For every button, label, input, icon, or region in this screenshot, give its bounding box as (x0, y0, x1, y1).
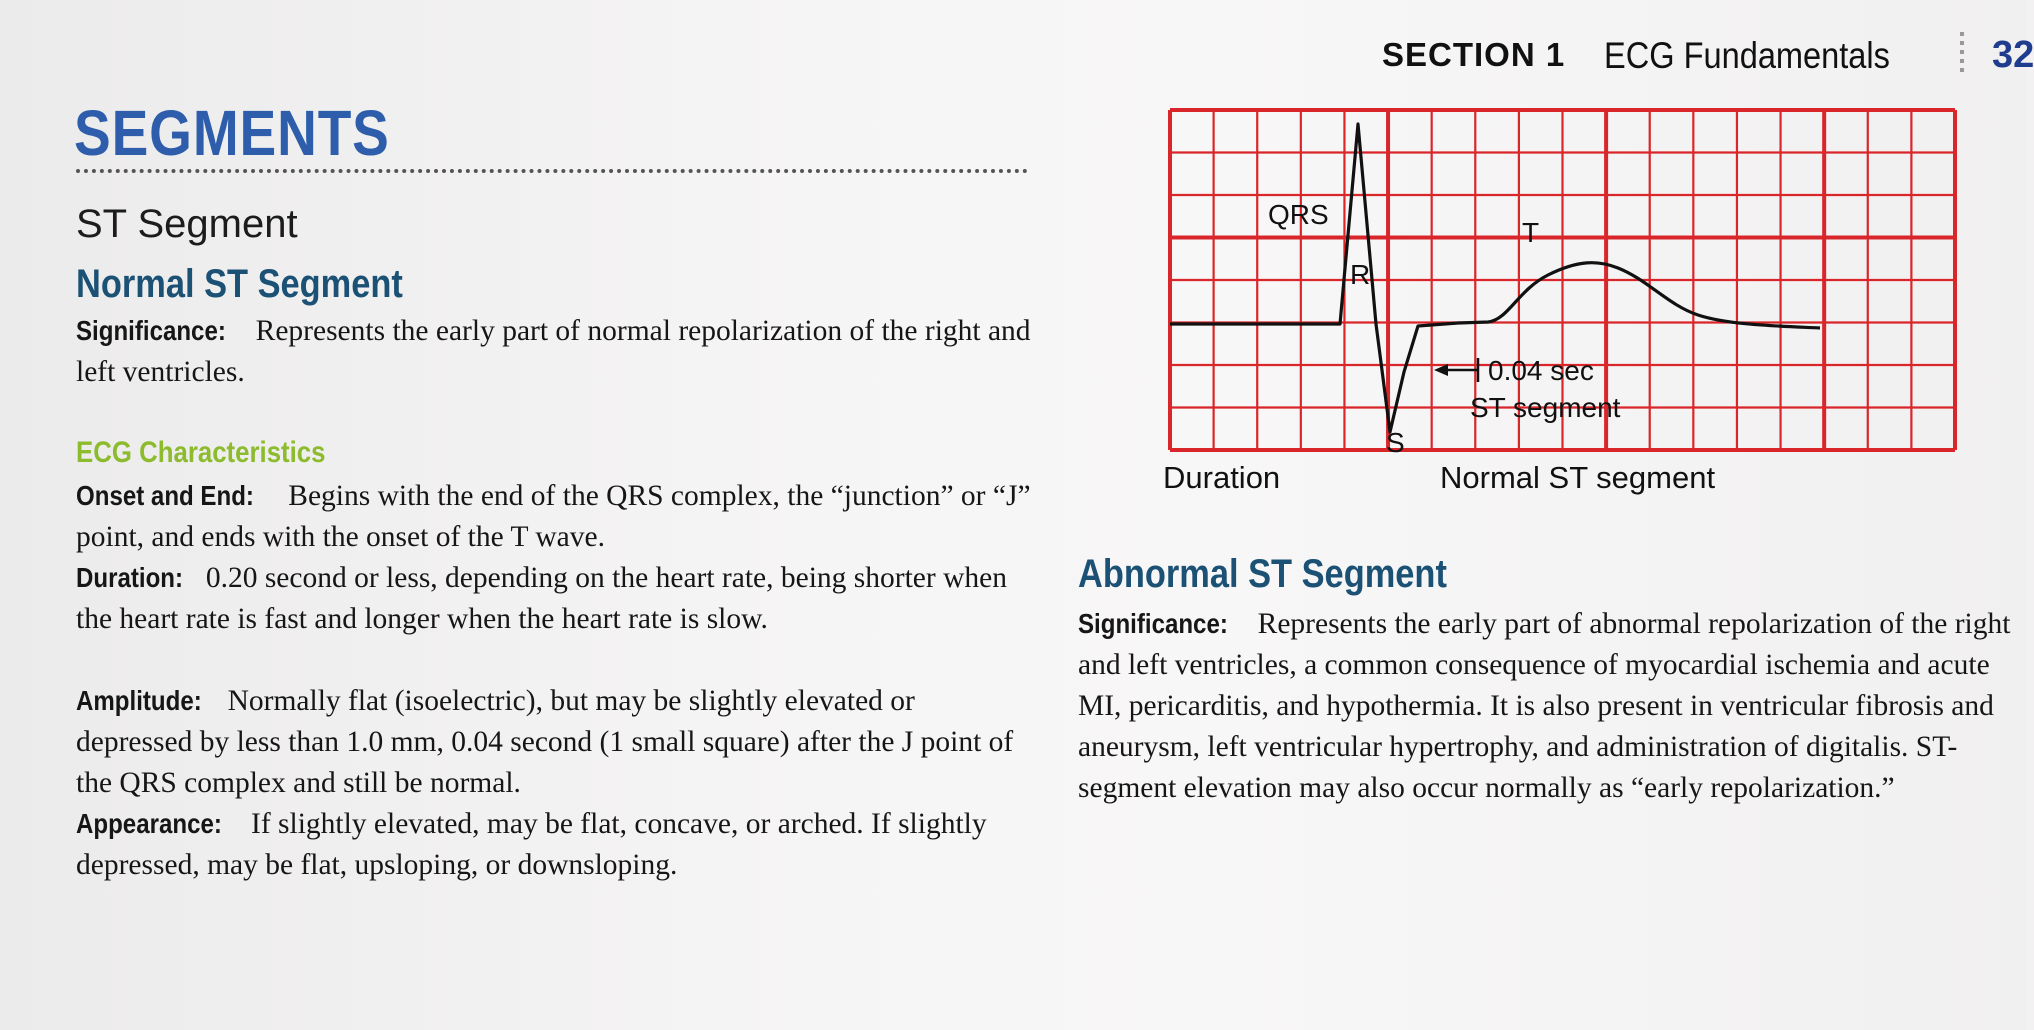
onset-end-label: Onset and End: (76, 480, 254, 511)
section-label: SECTION 1 (1382, 36, 1566, 73)
onset-end-text: Begins with the end of the QRS complex, the “junction” or “J” point, and ends with the onset of the T wave. (76, 480, 1031, 553)
significance-text: Represents the early part of normal repolarization of the right and left ventricles. (76, 315, 1031, 388)
normal-st-segment-heading: Normal ST Segment (76, 262, 403, 306)
abnormal-st-segment-heading: Abnormal ST Segment (1078, 552, 1447, 596)
duration-text: 0.20 second or less, depending on the heart rate, being shorter when the heart rate is fast and longer when the heart rate is slow. (76, 562, 1007, 635)
abnormal-significance-paragraph (1078, 603, 2018, 809)
dotted-divider (76, 169, 1028, 173)
header-divider (1960, 32, 1964, 76)
figure-caption-normal-st: Normal ST segment (1440, 460, 1716, 495)
qrs-label: QRS (1268, 199, 1329, 230)
amplitude-paragraph (76, 680, 1036, 804)
duration-paragraph (76, 557, 1036, 640)
significance-label: Significance: (76, 315, 226, 346)
figure-caption-duration: Duration (1163, 460, 1281, 495)
r-wave-label: R (1350, 259, 1371, 290)
appearance-paragraph (76, 803, 1036, 886)
interval-label: 0.04 sec (1488, 355, 1594, 386)
t-wave-label: T (1522, 217, 1540, 248)
st-segment-heading: ST Segment (76, 202, 298, 246)
appearance-text: If slightly elevated, may be flat, concave, or arched. If slightly depressed, may be flat, upsloping, or downsloping. (76, 808, 987, 881)
duration-label: Duration: (76, 562, 184, 593)
onset-end-paragraph (76, 475, 1036, 558)
appearance-label: Appearance: (76, 808, 222, 839)
st-segment-label: ST segment (1470, 392, 1621, 423)
ecg-characteristics-heading: ECG Characteristics (76, 436, 326, 469)
s-wave-label: S (1386, 427, 1405, 458)
section-title: ECG Fundamentals (1604, 35, 1890, 76)
segments-heading: SEGMENTS (74, 97, 390, 169)
abnormal-significance-label: Significance: (1078, 608, 1228, 639)
amplitude-text: Normally flat (isoelectric), but may be slightly elevated or depressed by less than 1.0 mm, 0.04 second (1 small square) after the J point of the QRS complex and still be normal. (76, 685, 1014, 799)
page-number: 32 (1992, 34, 2034, 76)
abnormal-significance-text: Represents the early part of abnormal repolarization of the right and left ventricles, a common consequence of myocardial ischemia and acute MI, pericarditis, and hypothermia. It is also present in ventricular fibrosis and aneurysm, left ventricular hypertrophy, and administration of digitalis. ST-segment elevation may also occur normally as “early repolarization.” (1078, 608, 2011, 804)
ecg-st-segment-diagram (1158, 100, 1958, 460)
normal-significance-paragraph (76, 310, 1036, 393)
amplitude-label: Amplitude: (76, 685, 202, 716)
